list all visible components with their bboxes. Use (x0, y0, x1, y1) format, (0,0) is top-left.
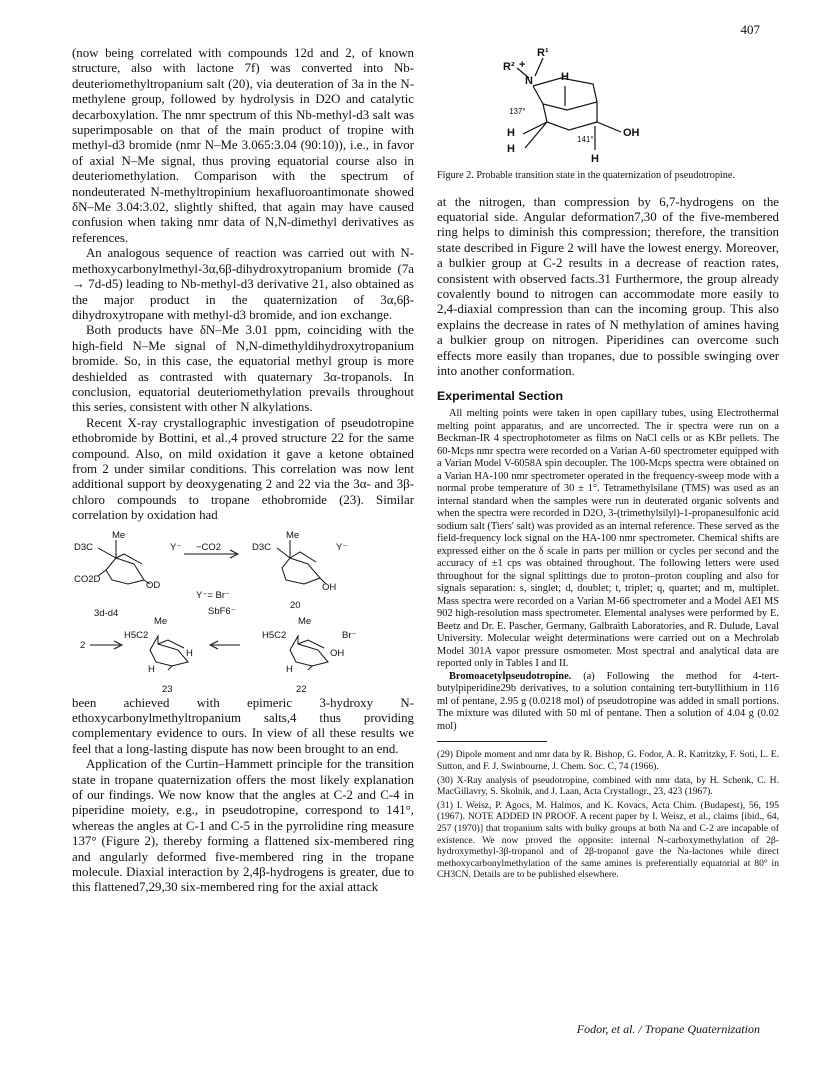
figure-label: R² (503, 61, 515, 73)
scheme-label: D3C (252, 541, 272, 553)
figure-label: R¹ (537, 47, 549, 59)
reference: (29) Dipole moment and nmr data by R. Bishop, G. Fodor, A. R. Katritzky, F. Soti, L. E. Sutton, and F. J. Swinbourne, J. Chem. Soc. C, 74 (1966). (437, 749, 779, 773)
scheme-label: Y⁻ (336, 541, 348, 553)
left-column (72, 46, 414, 896)
scheme-label: 20 (290, 599, 301, 611)
bromo-paragraph (437, 671, 779, 734)
figure-label: H (561, 71, 569, 83)
scheme-label: OD (146, 579, 161, 591)
bromo-title: Bromoacetylpseudotropine. (449, 670, 572, 682)
scheme-label: OH (330, 647, 345, 659)
paragraph: at the nitrogen, than compression by 6,7-hydrogens on the equatorial side. Angular deformation7,30 of the five-membered ring helps to diminish this compression; therefore, the transition state described in Figure 2 will have the lowest energy. Moreover, a bulkier group at C-2 results in a decrease of reaction rates, consistent with observed facts.31 Furthermore, the group already covalently bound to nitrogen can accommodate more easily to 2,4-diaxial compression than can the incoming group. This also explains the decrease in rates of N methylation of amines having a bulkier group on nitrogen. Piperidines can overcome such effects more easily than tropanes, due to possible swinging over into another conformation. (437, 194, 779, 379)
scheme-label: H5C2 (124, 629, 149, 641)
right-column (437, 46, 779, 883)
footnote-divider (437, 741, 547, 742)
experimental-paragraph: All melting points were taken in open capillary tubes, using Electrothermal melting point apparatus, and are uncorrected. The ir spectra were run on a Beckman-IR 4 spectrophotometer as films on NaCl cells or as KBr pellets. The 60-Mcps nmr spectra were recorded on a Varian A-60 spectrometer equipped with a Varian Model V-6058A spin decoupler. The 100-Mcps spectra were obtained on a Varian HA-100 nmr spectrometer operated in the frequency-sweep mode with a normal probe temperature of 30 ± 1°. Tetramethylsilane (TMS) was used as an internal standard when the samples were run in deuterated organic solvents and when the spectra were recorded in D2O, 3-(trimethylsilyl)-1-propanesulfonic acid sodium salt (Tiers' salt) was provided as an internal reference. These served as the field-frequency lock signal on the HA-100 nmr spectrometer. Chemical shifts are expressed either on the δ scale in parts per million or cycles per second and the accuracy of ±1 cps was obtained throughout. The following letters were used throughout for the signal splittings due to proton–proton coupling and also for signals separation: s, singlet; d, doublet; t, triplet; q, quartet; and m, multiplet. Mass spectra were recorded on a Varian M-66 spectrometer and a Model AEI MS 902 high-resolution mass spectrometer. Elemental analyses were performed by E. Beetz and Dr. E. Pascher, Germany, Galbraith Laboratories, and R. Dulude, Laval University. Molecular weight determinations were carried out on a Mechrolab Model 301A vapor pressure osmometer. Most spectral and analytical data are reported only in Tables I and II. (437, 408, 779, 670)
scheme-label: CO2D (74, 573, 101, 585)
reference: (31) I. Weisz, P. Agocs, M. Halmos, and K. Kovacs, Acta Chim. (Budapest), 56, 195 (1967). NOTE ADDED IN PROOF. A recent paper by I. Weisz, et al., claims [ibid., 64, 257 (1970)] that tropanium salts with bulky groups at both Na and C-2 are incapable of existence. We now proved the opposite: internal N-carboxymethylation of 2β-hydroxymethyl-3β-tropanol and of 2β-tropanol gave the Na-lactones while direct methoxycarbonylmethylation of the same amines is preferentially equatorial at 80° in CH3CN. Details are to be published elsewhere. (437, 799, 779, 881)
reaction-scheme (72, 524, 414, 696)
scheme-label: Me (298, 615, 312, 627)
figure-label: H (591, 153, 599, 164)
scheme-label: Y⁻= Br⁻ (196, 589, 231, 601)
paragraph: Both products have δN–Me 3.01 ppm, coinciding with the high-field N–Me signal of N,N-dimethyldihydroxytropanium bromide. So, in this case, the equatorial methyl group is more deshielded as contrasted with quaternary 3α-tropanols. In conclusion, equatorial deuteriomethylation prevails throughout this series, consistent with other N alkylations. (72, 323, 414, 415)
scheme-label: Me (112, 529, 126, 541)
scheme-label: SbF6⁻ (208, 605, 236, 617)
figure-label: H (507, 143, 515, 155)
figure-caption: Figure 2. Probable transition state in the quaternization of pseudotropine. (437, 170, 735, 181)
figure-label: OH (623, 127, 640, 139)
scheme-label: Me (154, 615, 168, 627)
scheme-label: H5C2 (262, 629, 287, 641)
bromo-text: (a) Following the method for 4-tert-butylpiperidine29b derivatives, to a solution containing tert-butyllithium in 116 ml of pentane, 2.95 g (0.0218 mol) of pseudotropine was added in small portions. The mixture was diluted with 50 ml of pentane. Then a solution of 4.04 g (0.02 mol) (437, 670, 779, 732)
angle-label: 137° (509, 107, 526, 116)
scheme-label: D3C (74, 541, 94, 553)
scheme-label: H (148, 663, 155, 675)
scheme-label: Y⁻ (170, 541, 182, 553)
figure-label: H (507, 127, 515, 139)
running-footer: Fodor, et al. / Tropane Quaternization (576, 1022, 760, 1036)
paragraph: Recent X-ray crystallographic investigation of pseudotropine ethobromide by Bottini, et al.,4 proved structure 22 for the same compound. Also, on mild oxidation it gave a ketone obtained from 2 under similar conditions. This correlation was now lent additional support by deoxygenating 2 and 22 via the 3α- and 3β-chloro compounds to tropane ethobromide (23). Similar correlation by oxidation had (72, 415, 414, 523)
scheme-label: 2 (80, 639, 86, 651)
angle-label: 141° (577, 135, 594, 144)
paragraph: been achieved with epimeric 3-hydroxy N-ethoxycarbonylmethyltropanium salts,4 thus providing complementary evidence to ours. In view of all these results we feel that a long-lasting dispute has now been brought to an end. (72, 695, 414, 756)
scheme-label: 23 (162, 683, 173, 695)
scheme-label: H (286, 663, 293, 675)
reference: (30) X-Ray analysis of pseudotropine, combined with nmr data, by H. Schenk, C. H. MacGillavry, S. Skolnik, and J. Laan, Acta Crystallogr., 23, 423 (1967). (437, 774, 779, 798)
section-heading: Experimental Section (437, 389, 564, 404)
scheme-label: 3d-d4 (94, 607, 119, 619)
scheme-label: H (186, 647, 193, 659)
scheme-label: Me (286, 529, 300, 541)
page-number: 407 (740, 22, 760, 37)
paragraph: Application of the Curtin–Hammett principle for the transition state in tropane quaternization offers the most likely explanation of our findings. We now know that the angles at C-2 and C-4 in piperidine moiety, e.g., in pseudotropine, correspond to 141°, whereas the angles at C-1 and C-5 in the pyrrolidine ring measure 137° (Figure 2), thereby forming a flattened six-membered ring and angularly deformed five-membered ring in the tropane molecule. Diaxial interaction by 2,4β-hydrogens is greater, due to this flattened7,29,30 six-membered ring for the axial attack (72, 757, 414, 895)
scheme-label: −CO2 (196, 541, 222, 553)
paragraph: An analogous sequence of reaction was carried out with N-methoxycarbonylmethyl-3α,6β-dihydroxytropanium bromide (7a → 7d-d5) leading to Nb-methyl-d3 derivative 21, also obtained as the major product in the quaternization of 3α,6β-dihydroxytropane with methyl-d3 bromide, and ion exchange. (72, 246, 414, 322)
figure-2-drawing (437, 46, 779, 164)
figure-label: + (519, 59, 526, 71)
figure-label: N (525, 75, 533, 87)
scheme-label: 22 (296, 683, 307, 695)
scheme-label: OH (322, 581, 337, 593)
paragraph: (now being correlated with compounds 12d and 2, of known structure, also with lactone 7f) was converted into Nb-deuteriomethyltropanium salt (20), via deuteration of 3a in the N-methylene group, followed by hydrolysis in D2O and catalytic decarboxylation. The nmr spectrum of this Nb-methyl-d3 salt was superimposable on that of the main product of tropine with methyl-d3 bromide (nmr N–Me 3.065:3.04 (90:10)), i.e., in favor of axial N–Me signal, thus proving equatorial course also in deuteriomethylation. Comparison with the spectrum of nondeuterated N-methyltropinium hexafluoroantimonate showed δN–Me 3.04:3.02, slightly shifted, that again may have caused confusion when taking nmr data of N,N-dimethyl derivatives as references. (72, 46, 414, 245)
scheme-label: Br⁻ (342, 629, 357, 641)
